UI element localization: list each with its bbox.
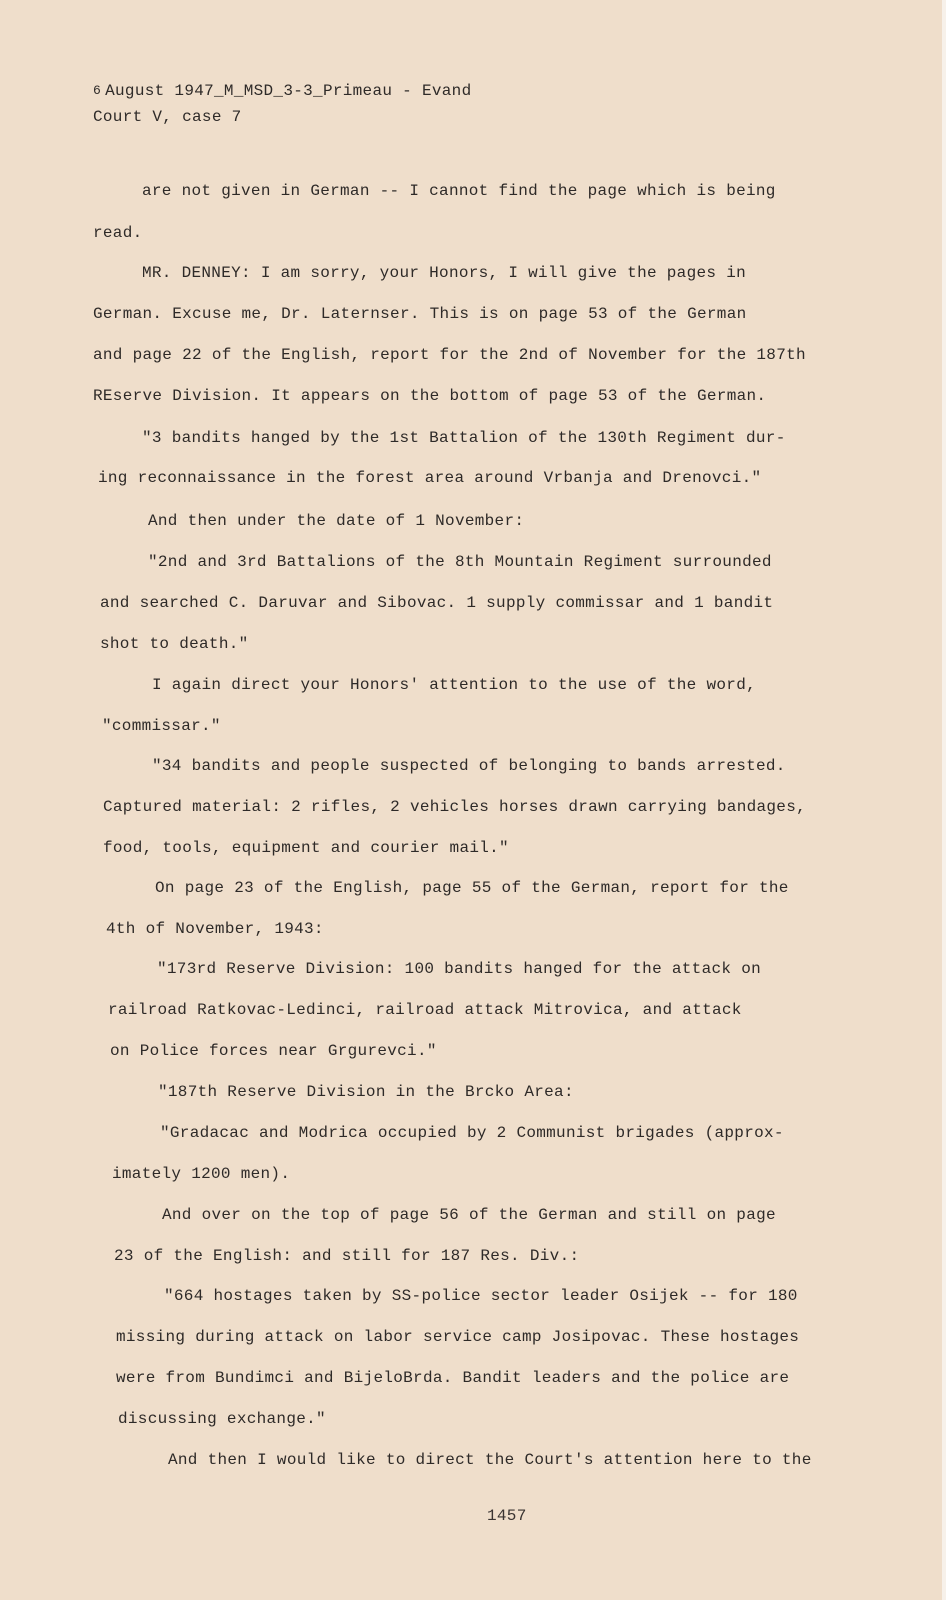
body-line: on Police forces near Grgurevci." <box>110 1042 437 1060</box>
body-line: And over on the top of page 56 of the German and still on page <box>162 1206 776 1224</box>
body-line: "664 hostages taken by SS-police sector leader Osijek -- for 180 <box>164 1287 798 1305</box>
body-line: "187th Reserve Division in the Brcko Area: <box>158 1083 574 1101</box>
body-line: 23 of the English: and still for 187 Res. Div.: <box>114 1247 580 1265</box>
body-line: Captured material: 2 rifles, 2 vehicles horses drawn carrying bandages, <box>103 798 807 816</box>
body-line: And then under the date of 1 November: <box>148 512 525 530</box>
body-line: German. Excuse me, Dr. Laternser. This is on page 53 of the German <box>93 305 747 323</box>
body-line: "173rd Reserve Division: 100 bandits hanged for the attack on <box>157 960 761 978</box>
body-line: "3 bandits hanged by the 1st Battalion of the 130th Regiment dur- <box>142 429 786 447</box>
header-court-line: Court V, case 7 <box>93 108 242 126</box>
body-line: "commissar." <box>102 717 221 735</box>
body-line: I again direct your Honors' attention to the use of the word, <box>152 676 756 694</box>
body-line: 4th of November, 1943: <box>106 920 324 938</box>
body-line: REserve Division. It appears on the bottom of page 53 of the German. <box>93 387 767 405</box>
body-line: shot to death." <box>100 635 249 653</box>
body-line: missing during attack on labor service camp Josipovac. These hostages <box>116 1328 800 1346</box>
body-line: and page 22 of the English, report for the 2nd of November for the 187th <box>93 346 806 364</box>
body-line: read. <box>93 224 143 242</box>
body-line: railroad Ratkovac-Ledinci, railroad attack Mitrovica, and attack <box>108 1001 742 1019</box>
body-line: are not given in German -- I cannot find the page which is being <box>142 182 776 200</box>
body-line: discussing exchange." <box>118 1410 326 1428</box>
body-line: food, tools, equipment and courier mail." <box>103 839 509 857</box>
page-number: 1457 <box>487 1507 527 1525</box>
body-line: ing reconnaissance in the forest area around Vrbanja and Drenovci." <box>98 469 762 487</box>
body-line: On page 23 of the English, page 55 of the German, report for the <box>155 879 789 897</box>
header-page-marker: 6 <box>93 83 102 98</box>
body-line: And then I would like to direct the Court's attention here to the <box>168 1451 812 1469</box>
body-line: "34 bandits and people suspected of belonging to bands arrested. <box>152 757 786 775</box>
body-line: and searched C. Daruvar and Sibovac. 1 supply commissar and 1 bandit <box>100 594 774 612</box>
header-title: August 1947_M_MSD_3-3_Primeau - Evand <box>105 82 472 100</box>
header-date-line <box>93 80 471 102</box>
body-line: were from Bundimci and BijeloBrda. Bandit leaders and the police are <box>116 1369 790 1387</box>
body-line: MR. DENNEY: I am sorry, your Honors, I will give the pages in <box>142 264 746 282</box>
body-line: "Gradacac and Modrica occupied by 2 Communist brigades (approx- <box>160 1124 784 1142</box>
body-line: "2nd and 3rd Battalions of the 8th Mountain Regiment surrounded <box>148 553 772 571</box>
body-line: imately 1200 men). <box>112 1165 291 1183</box>
